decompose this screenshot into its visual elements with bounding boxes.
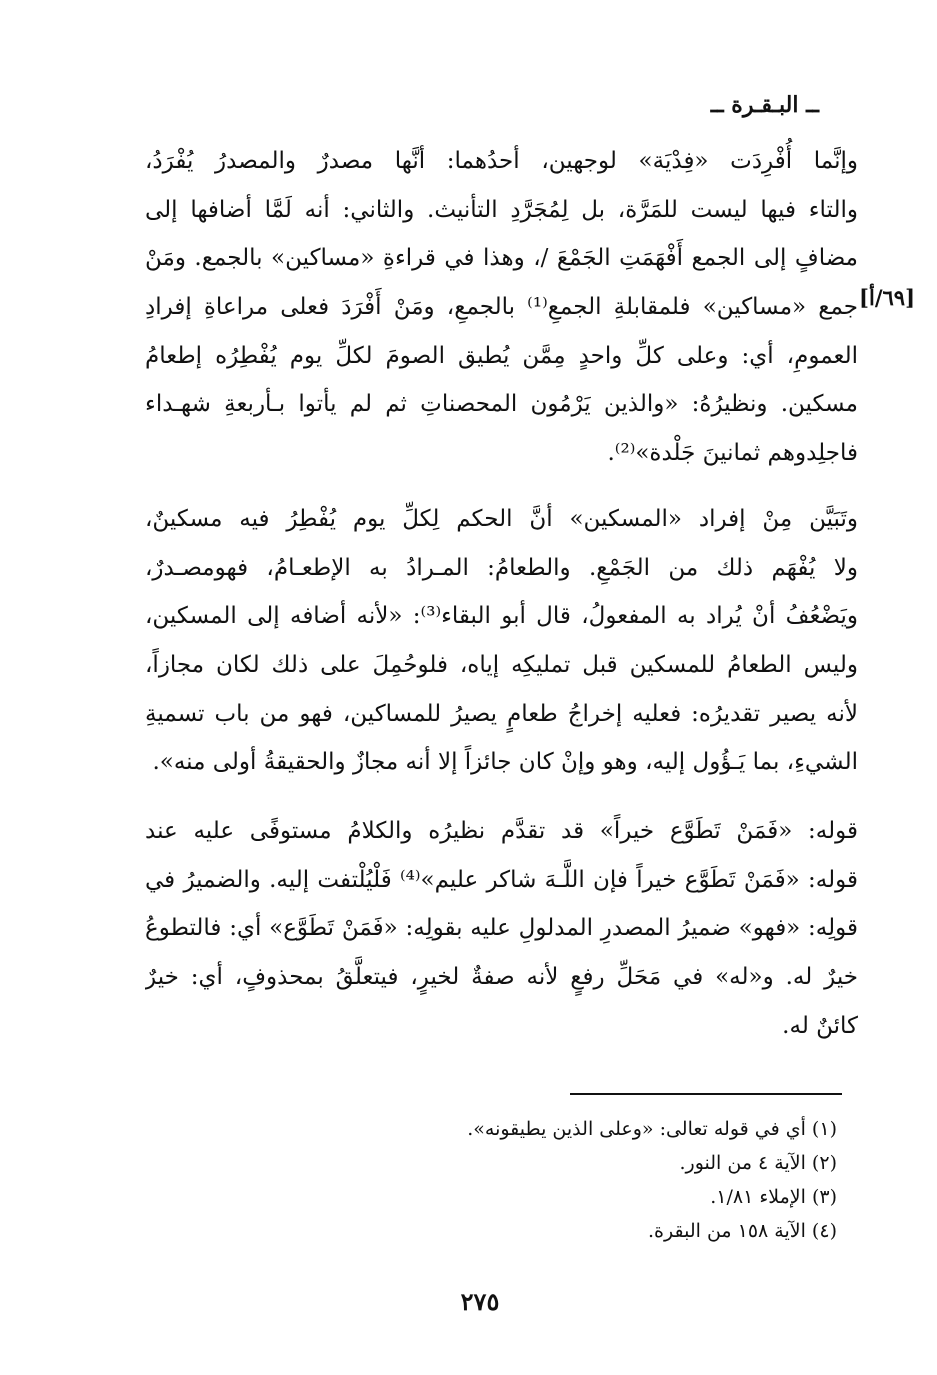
text-line: العمومِ، أي: وعلى كلِّ واحدٍ مِمَّن يُطيق الصومَ لكلِّ يوم يُفْطِرُه إطعامُ bbox=[145, 342, 858, 369]
text-line: قوله: «فَمَنْ تَطَوَّع خيراً فإن اللَّـهَ شاكر عليم»⁽⁴⁾ فَلْيُلْتفت إليه. والضميرُ في bbox=[145, 866, 858, 893]
footnote: (١) أي في قوله تعالى: «وعلى الذين يطيقونه». bbox=[467, 1118, 837, 1140]
paragraph-3 bbox=[145, 807, 858, 1050]
text-line: جمع «مساكين» فلمقابلةِ الجمعِ⁽¹⁾ بالجمعِ، ومَنْ أَفْرَدَ فعلى مراعاةِ إفرادِ bbox=[145, 294, 858, 321]
text-line: قولِه: «فهو» ضميرُ المصدرِ المدلولِ عليه بقولِه: «فَمَنْ تَطَوَّع» أي: فالتطوعُ bbox=[145, 915, 858, 942]
text-line: والتاء فيها ليست للمَرَّة، بل لِمُجَرَّدِ التأنيث. والثاني: أنه لَمَّا أضافها إلى bbox=[145, 196, 858, 223]
footnote: (٢) الآية ٤ من النور. bbox=[679, 1152, 837, 1174]
text-line: لأنه يصير تقديرُه: فعليه إخراجُ طعامٍ يصيرُ للمساكين، فهو من باب تسميةِ bbox=[145, 700, 858, 727]
paragraph-2 bbox=[145, 495, 858, 787]
text-line: كائنٌ له. bbox=[782, 1012, 858, 1039]
text-line: قوله: «فَمَنْ تَطَوَّع خيراً» قد تقدَّم نظيرُه والكلامُ مستوفًى عليه عند bbox=[145, 818, 858, 844]
footnote: (٤) الآية ١٥٨ من البقرة. bbox=[648, 1220, 837, 1242]
footnote-divider bbox=[570, 1093, 842, 1095]
text-line: ولا يُفْهَم ذلك من الجَمْعِ. والطعامُ: المـرادُ به الإطعـامُ، فهومصـدرٌ، bbox=[145, 554, 858, 581]
text-line: الشيءِ، بما يَـؤُول إليه، وهو وإنْ كان جائزاً إلا أنه مجازٌ والحقيقةُ أولى منه». bbox=[152, 749, 858, 776]
text-line: وإنَّما أُفْرِدَت «فِدْيَة» لوجهين، أحدُهما: أنَّها مصدرٌ والمصدرُ يُفْرَدُ، bbox=[145, 148, 858, 174]
text-line: مضافٍ إلى الجمع أَفْهَمَتِ الجَمْعَ /، وهذا في قراءةِ «مساكين» بالجمع. ومَنْ bbox=[145, 245, 858, 272]
page-number: ٢٧٥ bbox=[460, 1287, 500, 1316]
text-line: مسكين. ونظيرُهُ: «والذين يَرْمُون المحصناتِ ثم لم يأتوا بـأربعةِ شهـداء bbox=[145, 391, 858, 418]
manuscript-folio-ref: [٦٩/أ] bbox=[859, 285, 915, 310]
text-line: ويَضْعُفُ أنْ يُراد به المفعولُ، قال أبو البقاء⁽³⁾: «لأنه أضافه إلى المسكين، bbox=[145, 603, 858, 630]
text-line: خيرٌ له. و«له» في مَحَلِّ رفعٍ لأنه صفةٌ لخيرٍ، فيتعلَّقُ بمحذوفٍ، أي: خيرٌ bbox=[145, 964, 858, 991]
text-line: وليس الطعامُ للمسكين قبل تمليكِه إياه، فلوحُمِلَ على ذلك لكان مجازاً، bbox=[145, 652, 858, 679]
footnote: (٣) الإملاء ١/٨١. bbox=[710, 1186, 837, 1208]
text-line: وتَبَيَّن مِنْ إفراد «المسكين» أنَّ الحكم لِكلِّ يوم يُفْطِرُ فيه مسكينٌ، bbox=[145, 506, 858, 532]
text-line: فاجلِدوهم ثمانينَ جَلْدة»⁽²⁾. bbox=[607, 440, 858, 467]
chapter-header: ــ البـقـرة ــ bbox=[710, 92, 819, 118]
paragraph-1 bbox=[145, 137, 858, 478]
footnotes bbox=[467, 1112, 837, 1248]
